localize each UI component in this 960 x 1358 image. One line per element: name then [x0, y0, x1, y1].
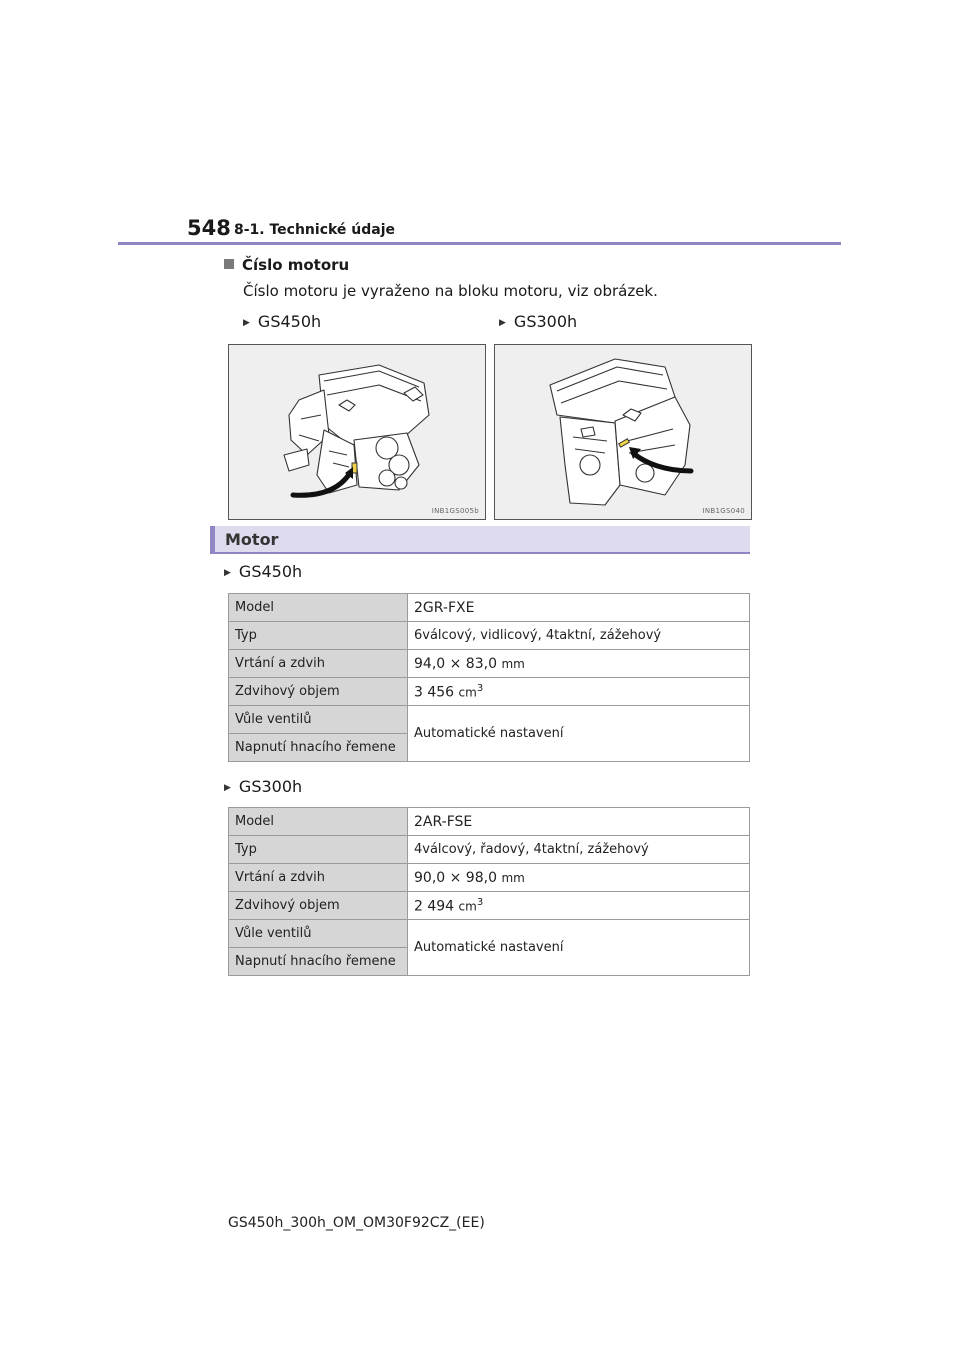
row-key: Vrtání a zdvih	[229, 650, 408, 678]
table-label-gs300h	[224, 777, 302, 796]
row-key: Model	[229, 808, 408, 836]
motor-table-gs300h	[228, 807, 750, 976]
motor-section-title: Motor	[225, 530, 279, 549]
table-row	[229, 892, 750, 920]
table-row	[229, 622, 750, 650]
displacement-unit: cm	[458, 899, 477, 914]
engine-number-heading-text: Číslo motoru	[242, 256, 350, 274]
bore-stroke-value: 90,0 × 98,0	[414, 869, 497, 886]
engine-figure-gs300h	[494, 344, 752, 520]
figure-label-gs450h	[243, 312, 321, 331]
bore-stroke-value: 94,0 × 83,0	[414, 655, 497, 672]
table-row	[229, 706, 750, 734]
row-value	[408, 864, 750, 892]
row-key: Model	[229, 594, 408, 622]
engine-number-heading	[224, 256, 349, 274]
figure-code-gs450h: INB1GS005b	[431, 507, 479, 515]
table-row	[229, 836, 750, 864]
triangle-bullet-icon: ▶	[224, 783, 231, 793]
displacement-unit-exponent: 3	[476, 682, 484, 694]
row-key: Vůle ventilů	[229, 706, 408, 734]
table-label-gs450h-text: GS450h	[238, 562, 303, 581]
displacement-value: 3 456	[414, 684, 455, 701]
row-value	[408, 650, 750, 678]
row-key: Typ	[229, 836, 408, 864]
triangle-bullet-icon: ▶	[499, 318, 506, 328]
triangle-bullet-icon: ▶	[243, 318, 250, 328]
motor-bar-underline	[215, 552, 750, 554]
row-key: Typ	[229, 622, 408, 650]
table-row	[229, 920, 750, 948]
displacement-unit-exponent: 3	[476, 896, 484, 908]
figure-label-gs300h-text: GS300h	[513, 312, 578, 331]
figure-label-gs450h-text: GS450h	[257, 312, 322, 331]
row-key: Napnutí hnacího řemene	[229, 948, 408, 976]
triangle-bullet-icon: ▶	[224, 568, 231, 578]
engine-figure-gs450h	[228, 344, 486, 520]
header-rule	[118, 242, 841, 245]
row-key: Zdvihový objem	[229, 678, 408, 706]
row-value	[408, 678, 750, 706]
table-row	[229, 808, 750, 836]
motor-table-gs450h	[228, 593, 750, 762]
inline4-engine-illustration	[495, 345, 751, 519]
table-row	[229, 650, 750, 678]
table-row	[229, 678, 750, 706]
table-row	[229, 864, 750, 892]
page-number: 548	[187, 216, 231, 240]
row-value: 2GR-FXE	[408, 594, 750, 622]
row-key: Napnutí hnacího řemene	[229, 734, 408, 762]
row-value	[408, 892, 750, 920]
figure-label-gs300h	[499, 312, 577, 331]
row-value: 4válcový, řadový, 4taktní, zážehový	[408, 836, 750, 864]
row-key: Vrtání a zdvih	[229, 864, 408, 892]
bore-stroke-unit: mm	[501, 870, 525, 885]
table-row	[229, 594, 750, 622]
figure-code-gs300h: INB1GS040	[702, 507, 745, 515]
section-title: 8-1. Technické údaje	[234, 222, 396, 238]
square-bullet-icon	[224, 259, 234, 269]
table-label-gs300h-text: GS300h	[238, 777, 303, 796]
row-value: 6válcový, vidlicový, 4taktní, zážehový	[408, 622, 750, 650]
table-label-gs450h	[224, 562, 302, 581]
row-key: Vůle ventilů	[229, 920, 408, 948]
v6-engine-illustration	[229, 345, 485, 519]
bore-stroke-unit: mm	[501, 656, 525, 671]
row-value-merged: Automatické nastavení	[408, 920, 750, 976]
document-code: GS450h_300h_OM_OM30F92CZ_(EE)	[228, 1215, 485, 1231]
displacement-unit: cm	[458, 685, 477, 700]
row-value: 2AR-FSE	[408, 808, 750, 836]
row-key: Zdvihový objem	[229, 892, 408, 920]
displacement-value: 2 494	[414, 898, 455, 915]
motor-section-bar	[210, 526, 750, 554]
engine-number-text: Číslo motoru je vyraženo na bloku motoru, viz obrázek.	[243, 282, 658, 300]
row-value-merged: Automatické nastavení	[408, 706, 750, 762]
